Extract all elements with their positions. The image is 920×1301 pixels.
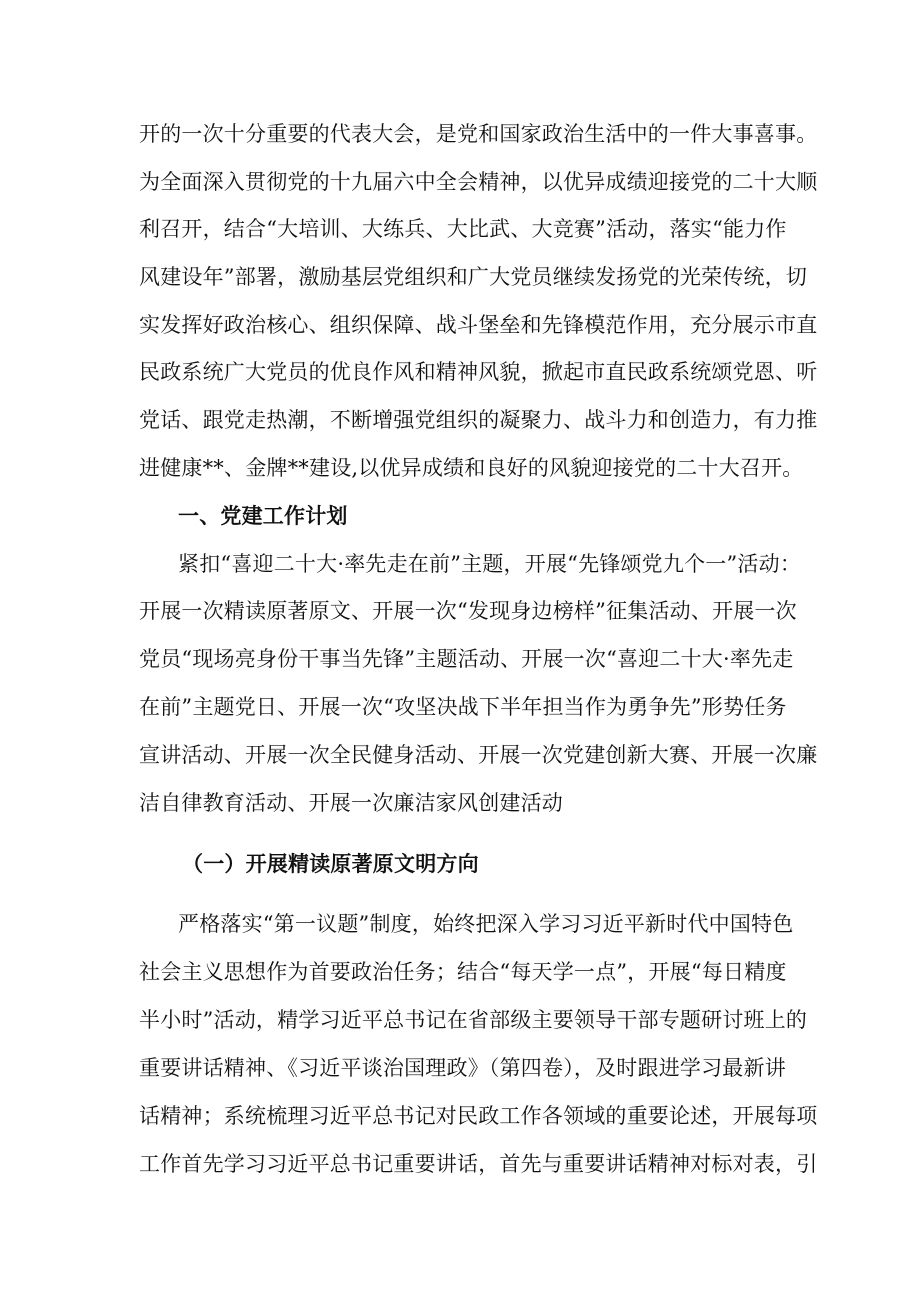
body-text-line: 开展一次精读原著原文、开展一次“发现身边榜样”征集活动、开展一次: [139, 599, 797, 623]
body-text-line: 紧扣“喜迎二十大·率先走在前”主题，开展“先锋颂党九个一”活动：: [178, 552, 802, 576]
body-text-line: 宣讲活动、开展一次全民健身活动、开展一次党建创新大赛、开展一次廉: [139, 743, 818, 767]
body-text-line: 工作首先学习习近平总书记重要讲话，首先与重要讲话精神对标对表，引: [139, 1152, 818, 1176]
body-text-line: 话精神；系统梳理习近平总书记对民政工作各领域的重要论述，开展每项: [139, 1104, 818, 1128]
body-text-line: 风建设年”部署，激励基层党组织和广大党员继续发扬党的光荣传统，切: [139, 265, 808, 289]
body-text-line: 开的一次十分重要的代表大会，是党和国家政治生活中的一件大事喜事。: [139, 122, 818, 146]
body-text-line: 进健康**、金牌**建设,以优异成绩和良好的风貌迎接党的二十大召开。: [139, 456, 804, 480]
body-text-line: 为全面深入贯彻党的十九届六中全会精神，以优异成绩迎接党的二十大顺: [139, 170, 818, 194]
body-text-line: 社会主义思想作为首要政治任务；结合“每天学一点”，开展“每日精度: [139, 960, 787, 984]
body-text-line: 在前”主题党日、开展一次“攻坚决战下半年担当作为勇争先”形势任务: [139, 695, 787, 719]
body-text-line: 党话、跟党走热潮，不断增强党组织的凝聚力、战斗力和创造力，有力推: [139, 408, 818, 432]
body-text-line: 洁自律教育活动、开展一次廉洁家风创建活动: [139, 791, 563, 815]
section-heading: 一、党建工作计划: [178, 503, 348, 528]
body-text-line: 严格落实“第一议题”制度，始终把深入学习习近平新时代中国特色: [178, 912, 794, 936]
subsection-heading: （一）开展精读原著原文明方向: [182, 851, 479, 876]
body-text-line: 半小时”活动，精学习近平总书记在省部级主要领导干部专题研讨班上的: [139, 1008, 808, 1032]
body-text-line: 重要讲话精神、《习近平谈治国理政》（第四卷），及时跟进学习最新讲: [139, 1056, 786, 1080]
body-text-line: 利召开，结合“大培训、大练兵、大比武、大竞赛”活动，落实“能力作: [139, 217, 787, 241]
body-text-line: 实发挥好政治核心、组织保障、战斗堡垒和先锋模范作用，充分展示市直: [139, 313, 818, 337]
body-text-line: 民政系统广大党员的优良作风和精神风貌，掀起市直民政系统颂党恩、听: [139, 360, 818, 384]
body-text-line: 党员“现场亮身份干事当先锋”主题活动、开展一次“喜迎二十大·率先走: [139, 647, 794, 671]
